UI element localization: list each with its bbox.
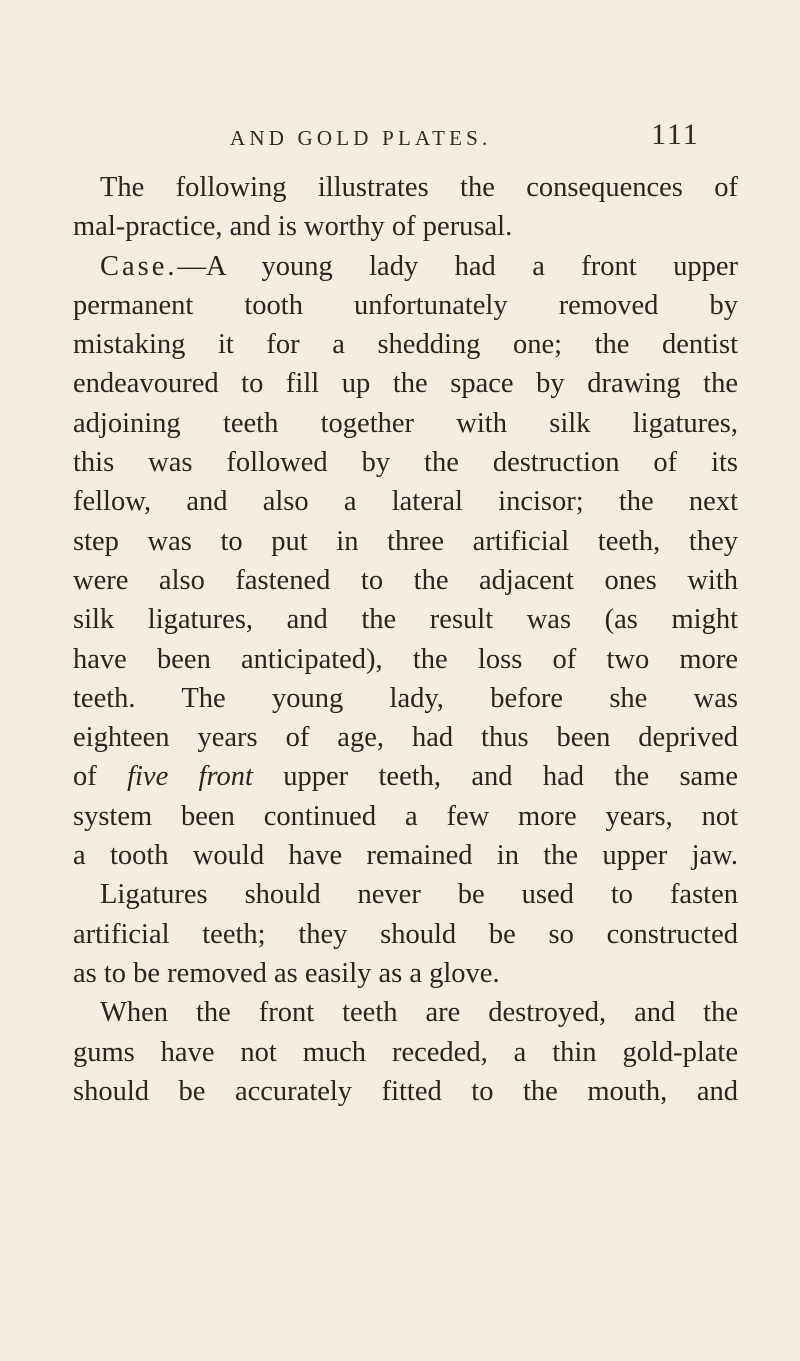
text-line-16	[73, 757, 738, 796]
text-line-18: a tooth would have remained in the upper jaw.	[73, 840, 738, 872]
text-line-11: were also fastened to the adjacent ones with	[73, 564, 738, 596]
body-text	[73, 168, 738, 1111]
text-line-12: silk ligatures, and the result was (as might	[73, 604, 738, 636]
text-line-1: The following illustrates the consequences of	[100, 172, 738, 203]
text-line-24: should be accurately fitted to the mouth, and	[73, 1075, 738, 1107]
running-head	[0, 118, 800, 158]
text-line-3	[73, 247, 738, 286]
text-line-17: system been continued a few more years, not	[73, 800, 738, 832]
page-number: 111	[651, 118, 700, 151]
text-line-13: have been anticipated), the loss of two more	[73, 643, 738, 675]
text-line-22: When the front teeth are destroyed, and the	[100, 997, 738, 1029]
text-line-6: endeavoured to fill up the space by drawing the	[73, 368, 738, 400]
text-line-20: artificial teeth; they should be so constructed	[73, 918, 738, 950]
text-line-19: Ligatures should never be used to fasten	[100, 879, 738, 911]
text-line-9: fellow, and also a lateral incisor; the next	[73, 486, 738, 518]
text-line-8: this was followed by the destruction of its	[73, 447, 738, 479]
text-line-15: eighteen years of age, had thus been deprived	[73, 722, 738, 754]
line-16-post: upper teeth, and had the same	[283, 761, 739, 793]
case-text: —A young lady had a front upper	[177, 250, 738, 282]
text-line-5: mistaking it for a shedding one; the dentist	[73, 329, 738, 361]
text-line-23: gums have not much receded, a thin gold-plate	[73, 1036, 738, 1068]
text-line-4: permanent tooth unfortunately removed by	[73, 289, 738, 321]
text-line-21: as to be removed as easily as a glove.	[73, 957, 500, 989]
text-line-7: adjoining teeth together with silk ligatures,	[73, 407, 738, 439]
case-label: Case.	[100, 250, 178, 282]
text-line-10: step was to put in three artificial teeth, they	[73, 525, 738, 557]
line-16-pre: of	[73, 761, 97, 793]
text-line-2: mal-practice, and is worthy of perusal.	[73, 211, 513, 243]
emphasis-five-front: five front	[127, 761, 253, 793]
text-line-14: teeth. The young lady, before she was	[73, 682, 738, 714]
running-title: AND GOLD PLATES.	[230, 126, 492, 150]
